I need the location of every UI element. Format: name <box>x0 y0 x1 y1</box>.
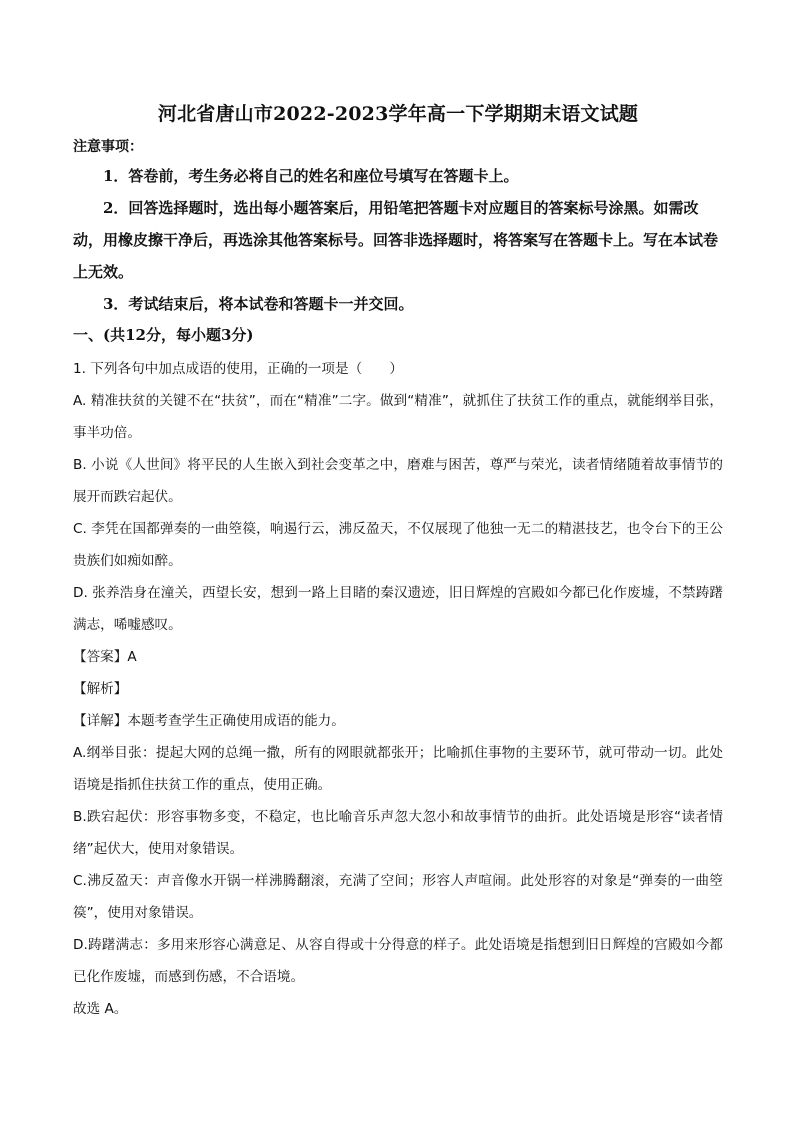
question-option: A. 精准扶贫的关键不在“扶贫”，而在“精准”二字。做到“精准”，就抓住了扶贫工作的重点，就能纲举目张，事半功倍。 <box>73 393 723 441</box>
document-page <box>73 100 723 1025</box>
question-stem: 1. 下列各句中加点成语的使用，正确的一项是（ ） <box>73 361 403 377</box>
question-option: D. 张养浩身在潼关，西望长安，想到一路上目睹的秦汉遗迹，旧日辉煌的宫殿如今都已化作废墟，不禁踌躇满志，唏嘘感叹。 <box>73 585 723 633</box>
analysis-detail: 【详解】本题考查学生正确使用成语的能力。 <box>73 713 345 729</box>
analysis-label: 【解析】 <box>73 681 128 697</box>
notice-heading: 注意事项： <box>73 139 143 155</box>
analysis-item: C.沸反盈天：声音像水开锅一样沸腾翻滚，充满了空间；形容人声喧闹。此处形容的对象是“弹奏的一曲箜篌”，使用对象错误。 <box>73 873 723 921</box>
question-option: B. 小说《人世间》将平民的人生嵌入到社会变革之中，磨难与困苦，尊严与荣光，读者情绪随着故事情节的展开而跌宕起伏。 <box>73 457 723 505</box>
answer-label: 【答案】 <box>73 649 128 665</box>
page-title: 河北省唐山市2022-2023学年高一下学期期末语文试题 <box>157 103 639 125</box>
answer-value: A <box>127 649 137 665</box>
analysis-conclusion: 故选 A。 <box>73 1001 128 1017</box>
answer-line <box>73 641 723 673</box>
analysis-item: B.跌宕起伏：形容事物多变，不稳定，也比喻音乐声忽大忽小和故事情节的曲折。此处语境是形容“读者情绪”起伏大，使用对象错误。 <box>73 809 723 857</box>
analysis-item: D.踌躇满志：多用来形容心满意足、从容自得或十分得意的样子。此处语境是指想到旧日辉煌的宫殿如今都已化作废墟，而感到伤感，不合语境。 <box>73 937 723 985</box>
notice-item: 1．答卷前，考生务必将自己的姓名和座位号填写在答题卡上。 <box>103 167 519 185</box>
section-heading: 一、(共12分，每小题3分) <box>73 326 254 344</box>
analysis-item: A.纲举目张：提起大网的总绳一撒，所有的网眼就都张开；比喻抓住事物的主要环节，就可带动一切。此处语境是指抓住扶贫工作的重点，使用正确。 <box>73 745 723 793</box>
question-option: C. 李凭在国都弹奏的一曲箜篌，响遏行云，沸反盈天，不仅展现了他独一无二的精湛技艺，也令台下的王公贵族们如痴如醉。 <box>73 521 723 569</box>
notice-item: 3．考试结束后，将本试卷和答题卡一并交回。 <box>103 295 414 313</box>
notice-item: 2．回答选择题时，选出每小题答案后，用铅笔把答题卡对应题目的答案标号涂黑。如需改动，用橡皮擦干净后，再选涂其他答案标号。回答非选择题时，将答案写在答题卡上。写在本试卷上无效。 <box>73 199 719 281</box>
